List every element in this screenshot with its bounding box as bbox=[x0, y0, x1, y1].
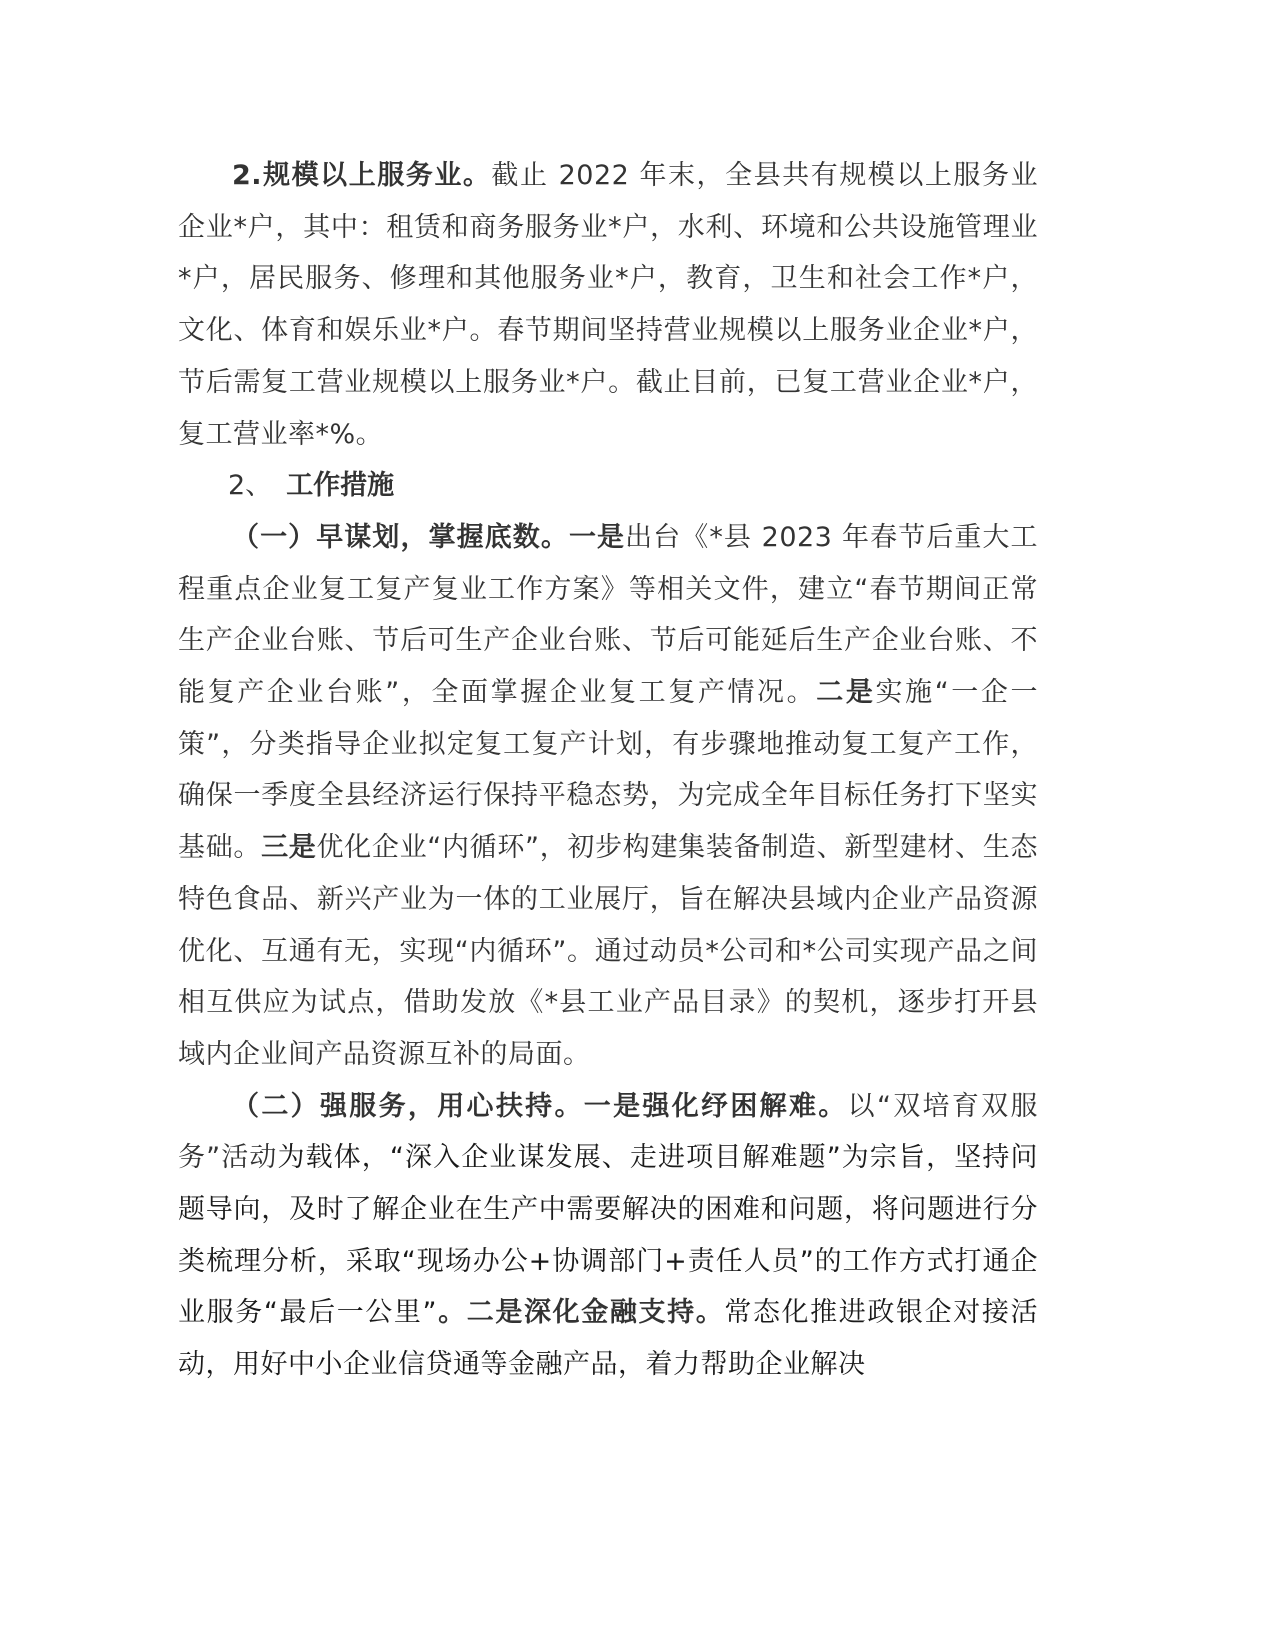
paragraph-measure-one bbox=[178, 512, 1038, 1081]
measure-two-end-1: 。 bbox=[437, 1297, 467, 1329]
heading-number: 2、 bbox=[228, 470, 273, 502]
measure-two-label-2: 二是深化金融支持。 bbox=[466, 1297, 725, 1329]
heading-work-measures bbox=[178, 460, 1038, 512]
measure-one-label-1: 一是 bbox=[568, 521, 626, 553]
heading-title: 工作措施 bbox=[286, 470, 395, 502]
paragraph-service-industry bbox=[178, 150, 1038, 460]
document-page bbox=[178, 150, 1038, 1391]
measure-two-lead: （二）强服务，用心扶持。 bbox=[232, 1090, 584, 1122]
measure-one-text-2: 实施“一企一策”，分类指导企业拟定复工复产计划，有步骤地推动复工复产工作，确保一季度全县经济运行保持平稳态势，为完成全年目标任务打下坚实基础。 bbox=[178, 677, 1038, 864]
measure-two-text-1a: 以“双培育双服务”活动 bbox=[178, 1090, 1039, 1174]
measure-two-text-1b: 为载体，“深入企业谋发展、走进项目解难题”为宗旨，坚持问题导向，及时了解企业在生产中需要解决的困难和问题，将问题进行分类梳理分析，采取“现场办公+协调部门+责任人员”的工作方式打通企业服务“最后一公里” bbox=[178, 1142, 1038, 1329]
paragraph-measure-two bbox=[178, 1081, 1038, 1391]
service-body-text: 截止 2022 年末，全县共有规模以上服务业企业*户，其中：租赁和商务服务业*户，水利、环境和公共设施管理业*户，居民服务、修理和其他服务业*户，教育，卫生和社会工作*户，文化、体育和娱乐业*户。春节期间坚持营业规模以上服务业企业*户，节后需复工营业规模以上服务业*户。截止目前，已复工营业企业*户，复工营业率*%。 bbox=[178, 160, 1038, 450]
measure-one-label-2: 二是 bbox=[816, 677, 876, 709]
measure-one-text-3: 优化企业“内循环”，初步构建集装备制造、新型建材、生态特色食品、新兴产业为一体的工业展厅，旨在解决县域内企业产品资源优化、互通有无，实现“内循环”。通过动员*公司和*公司实现产品之间相互供应为试点，借助发放《*县工业产品目录》的契机，逐步打开县域内企业间产品资源互补的局面。 bbox=[178, 832, 1039, 1070]
measure-one-lead: （一）早谋划，掌握底数。 bbox=[232, 521, 569, 553]
section-lead-service: 2.规模以上服务业。 bbox=[232, 160, 492, 191]
measure-two-text-2: 常态化推进政银企对接活动，用好中小企业信贷通等金融产品，着力帮助企业解决 bbox=[178, 1297, 1038, 1381]
measure-one-text-1: 出台《*县 2023 年春节后重大工程重点企业复工复产复业工作方案》等相关文件，建立“春节期间正常生产企业台账、节后可生产企业台账、节后可能延后生产企业台账、不能复产企业台账”，全面掌握企业复工复产情况。 bbox=[178, 521, 1038, 709]
measure-one-label-3: 三是 bbox=[261, 832, 317, 864]
measure-two-label-1: 一是强化纾困解难。 bbox=[583, 1090, 848, 1122]
